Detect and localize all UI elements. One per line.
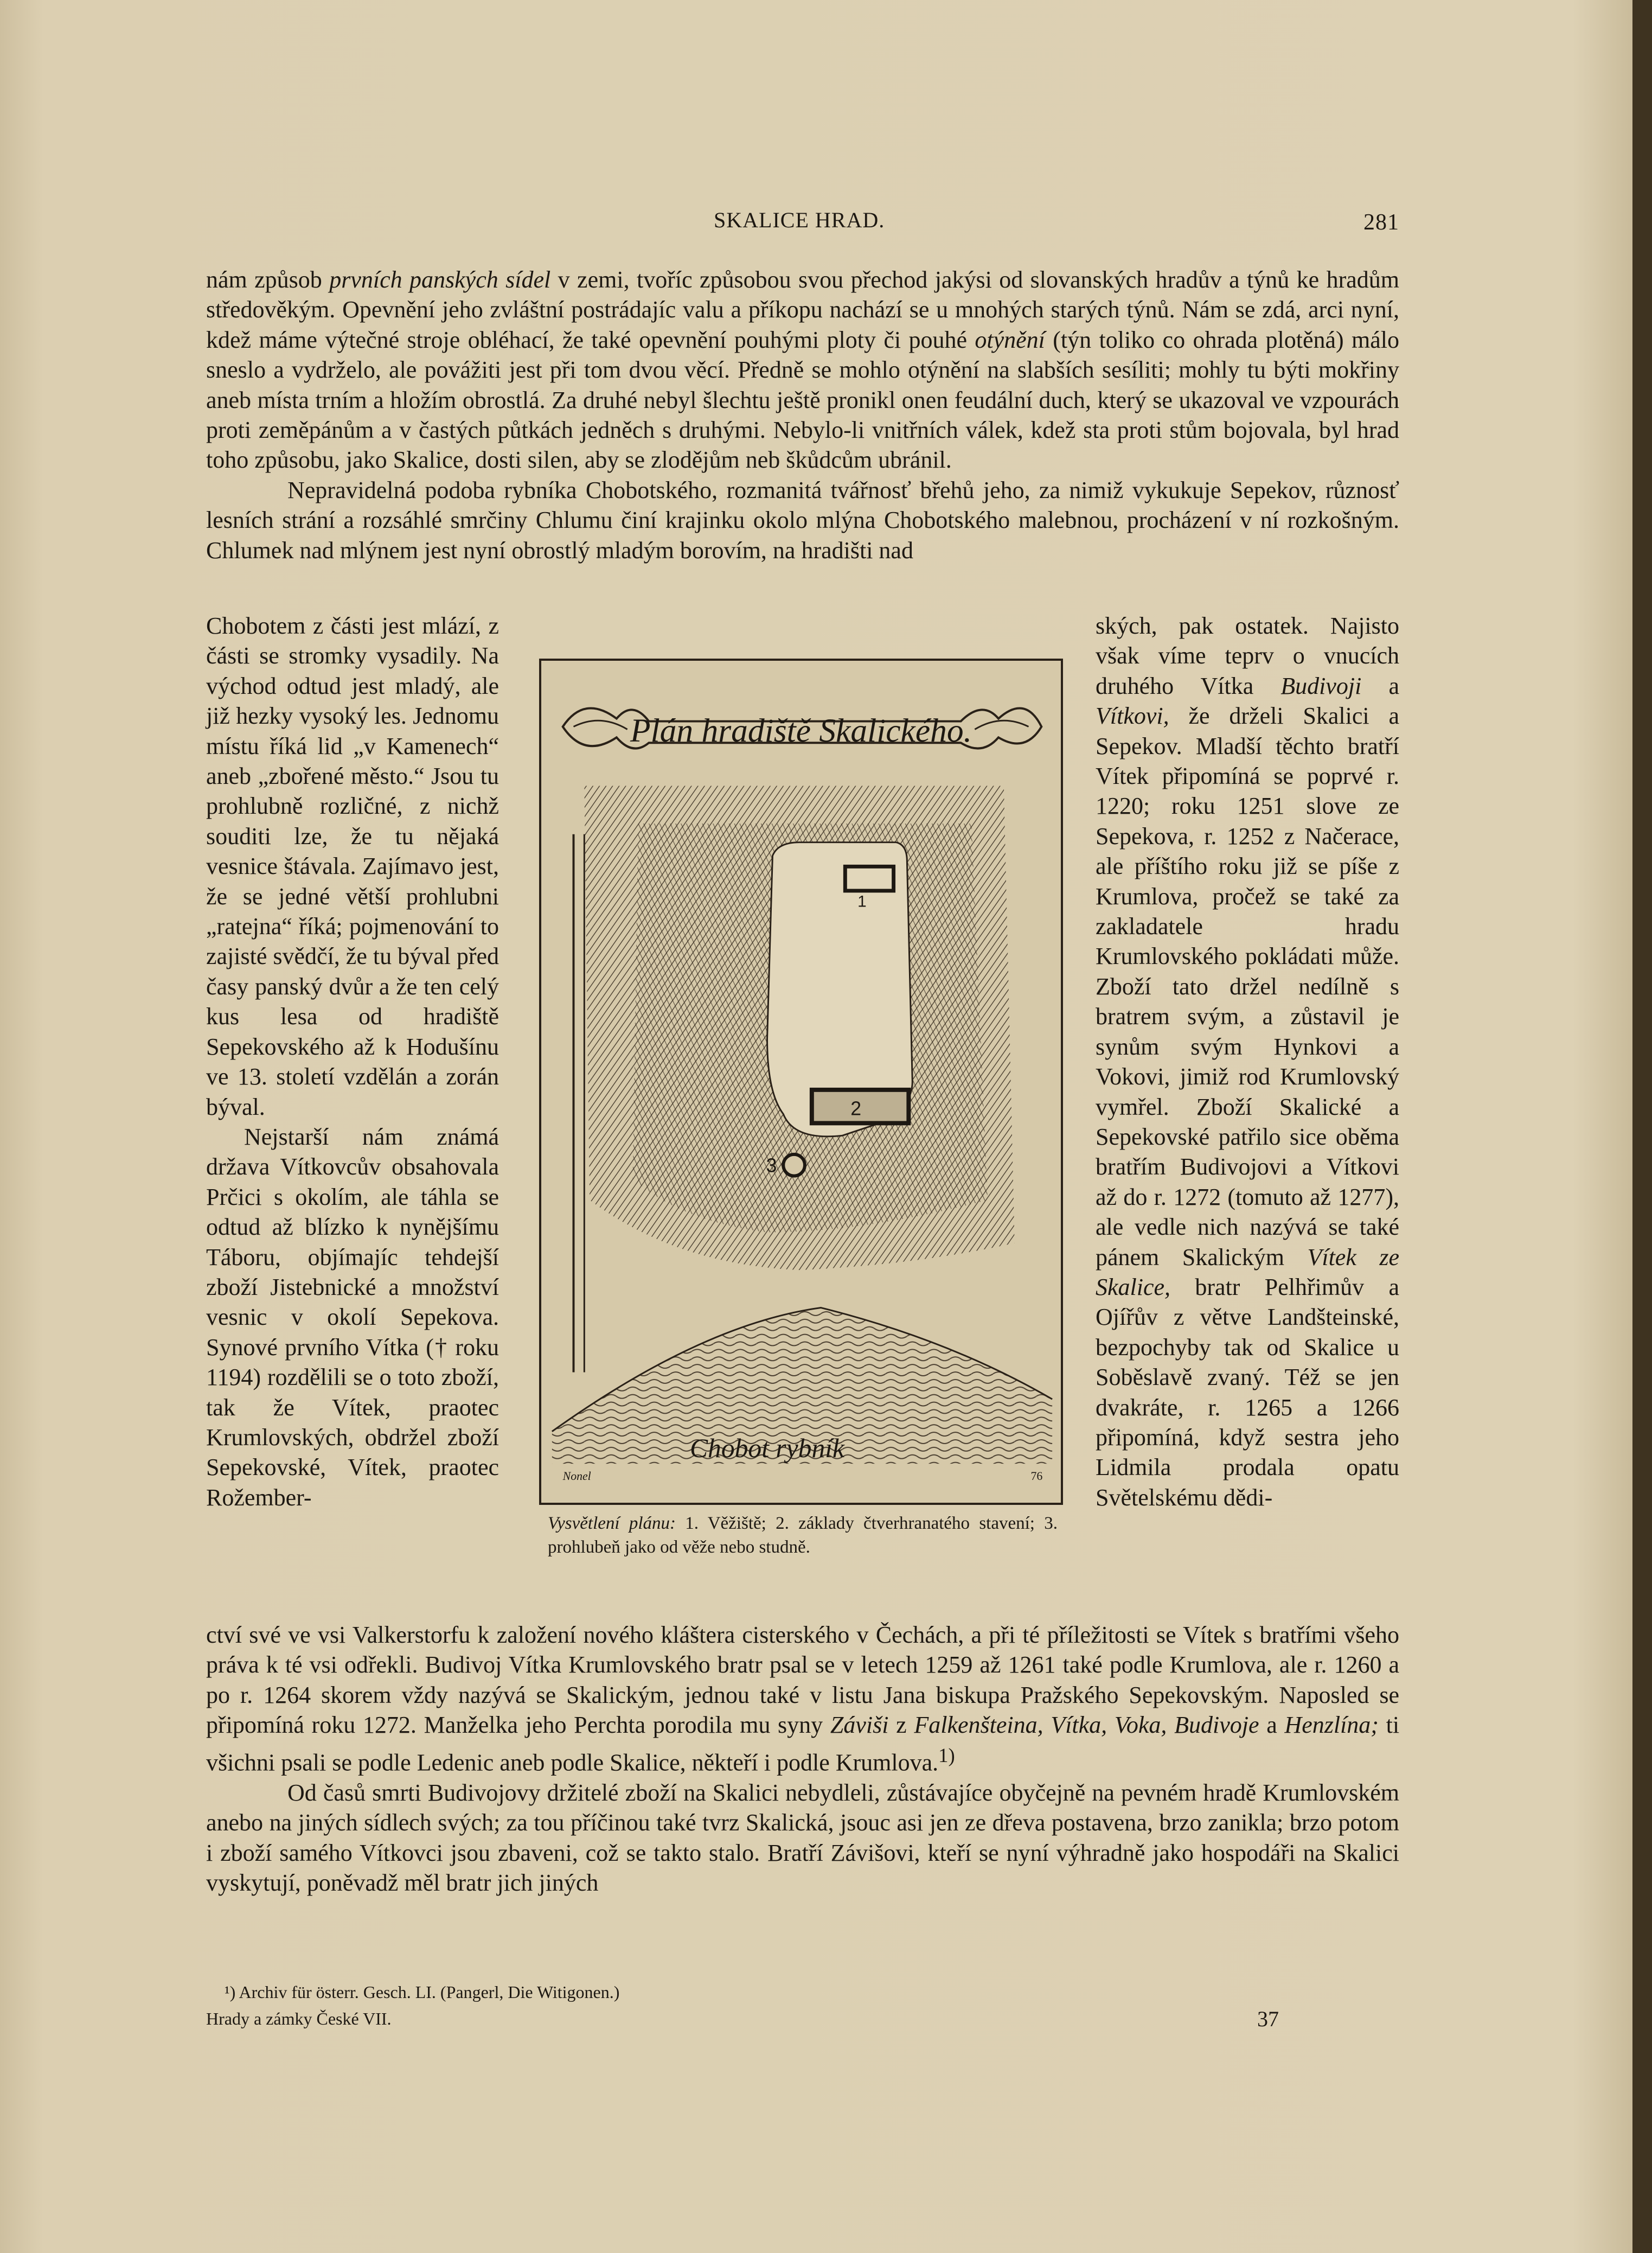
plan-title: Plán hradiště Skalického. [630,712,972,750]
footnote: ¹) Archiv für österr. Gesch. LI. (Pangerl, Die Witigonen.) [225,1982,620,2002]
plan-label-2: 2 [850,1097,862,1120]
paragraph-3: ctví své ve vsi Valkerstorfu k založení nového kláštera cisterského v Čechách, a při té příležitosti se Vítek s bratřími všeho práva k té vsi odřekli. Budivoj Vítka Krumlovského bratr psal se v letech 1259 až 1261 také podle Krumlova, ale r. 1260 a po r. 1264 skorem vždy nazývá se Skalickým, jednou také v listu Jana biskupa Pražského Sepekovským. Naposled se připomíná roku 1272. Manželka jeho Perchta porodila mu syny Záviši z Falkenšteina, Vítka, Voka, Budivoje a Henzlína; ti všichni psali se podle Ledenic aneb podle Skalice, někteří i podle Krumlova.$^{1)}$ [206,1622,1400,1776]
page-edge [1632,0,1652,2253]
left-column [206,611,499,1512]
footnote-reference: 1) [938,1744,955,1766]
right-column [1096,611,1399,1512]
text-block-bottom [206,1620,1399,1898]
footer-signature-number: 37 [1257,2007,1279,2031]
right-column-paragraph: ských, pak ostatek. Najisto však víme teprv o vnucích druhého Vítka Budivoji a Vítkovi, že drželi Skalici a Sepekov. Mladší těchto bratří Vítek připomíná se poprvé r. 1220; roku 1251 slove ze Sepekova, r. 1252 z Načerace, ale příštího roku již se píše z Krumlova, pročež se také za zakladatele hradu Krumlovského pokládati může. Zboží tato držel nedílně s bratrem svým, a zůstavil je synům svým Hynkovi a Vokovi, jimiž rod Krumlovský vymřel. Zboží Skalické a Sepekovské patřilo sice oběma bratřím Budivojovi a Vítkovi až do r. 1272 (tomuto až 1277), ale vedle nich nazývá se také pánem Skalickým Vítek ze Skalice, bratr Pelhřimův a Ojířův z větve Landšteinské, bezpochyby tak od Skalice u Soběslavě zvaný. Též se jen dvakráte, r. 1265 a 1266 připomíná, když sestra jeho Lidmila prodala opatu Světelskému dědi- [1096,612,1399,1511]
text-block-top [206,265,1399,565]
plan-label-1: 1 [857,892,867,911]
plan-label-3: 3 [766,1154,777,1177]
pond-label: Chobot rybník [689,1433,845,1464]
page-title: SKALICE HRAD. [714,208,885,232]
left-column-paragraph-2: Nejstarší nám známá država Vítkovcův obsahovala Prčici s okolím, ale táhla se odtud až blízko k nynějšímu Táboru, objímajíc tehdejší zboží Jistebnické a množství vesnic v okolí Sepekova. Synové prvního Vítka († roku 1194) rozdělili se o toto zboží, tak že Vítek, praotec Krumlovských, obdržel zboží Sepekovské, Vítek, praotec Rožember- [206,1123,499,1511]
footer-book-title: Hrady a zámky České VII. [206,2009,392,2028]
paragraph-2: Nepravidelná podoba rybníka Chobotského, rozmanitá tvářnosť břehů jeho, za nimiž vykukuje Sepekov, různosť lesních strání a rozsáhlé smrčiny Chlumu činí krajinku okolo mlýna Chobotského malebnou, procházení v ní rozkošným. Chlumek nad mlýnem jest nyní obrostlý mladým borovím, na hradišti nad [206,476,1399,564]
paragraph-1: nám způsob prvních panských sídel v zemi, tvoříc způsobou svou přechod jakýsi od slovanských hradův a týnů ke hradům středověkým. Opevnění jeho zvláštní postrádajíc valu a příkopu nachází se u mnohých starých týnů. Nám se zdá, arci nyní, kdež máme výtečné stroje obléhací, že také opevnění pouhými ploty či pouhé otýnění (týn toliko co ohrada plotěná) málo sneslo a vydrželo, ale povážiti jest při tom dvou věcí. Předně se mohlo otýnění na slabších sesíliti; mohly tu býti mokřiny aneb místa trním a hložím obrostlá. Za druhé nebyl šlechtu ještě pronikl onen feudální duch, který se ukazoval ve vzpourách proti zeměpánům a v častých půtkách jedněch s druhými. Nebylo-li vnitřních válek, kdež sta proti stům bojovala, byl hrad toho způsobu, jako Skalice, dosti silen, aby se zlodějům neb škůdcům ubránil. [206,266,1400,474]
plan-title-banner [563,708,1042,749]
figure-plan [539,659,1063,1505]
figure-caption: Vysvětlení plánu: 1. Věžiště; 2. základy čtverhranatého stavení; 3. prohlubeň jako od věže nebo studně. [548,1514,1058,1557]
paragraph-4: Od časů smrti Budivojovy držitelé zboží na Skalici nebydleli, zůstávajíce obyčejně na pevném hradě Krumlovském anebo na jiných sídlech svých; za tou příčinou také tvrz Skalická, jsouc asi jen ze dřeva postavena, brzo zanikla; brzo potom i zboží samého Vítkovci jsou zbaveni, což se takto stalo. Bratří Závišovi, kteří se nyní výhradně jako hospodáři na Skalici vyskytují, poněvadž měl bratr jich jiných [206,1779,1399,1896]
plate-number: 76 [1030,1469,1043,1483]
left-column-paragraph-1: Chobotem z části jest mlází, z části se stromky vysadily. Na východ odtud jest mladý, ale již hezky vysoký les. Jednomu místu říká lid „v Kamenech“ aneb „zbořené město.“ Jsou tu prohlubně rozličné, z nichž souditi lze, že tu nějaká vesnice štávala. Zajímavo jest, že se jedné větší prohlubni „ratejna“ říká; pojmenování to zajisté svědčí, že tu býval před časy panský dvůr a že ten celý kus lesa od hradiště Sepekovského až k Hodušínu ve 13. století vzdělán a zorán býval. [206,612,500,1120]
hillfort-plan-illustration [539,659,1063,1505]
illustrator-signature: Nonel [562,1469,591,1483]
page-number: 281 [1363,210,1399,235]
